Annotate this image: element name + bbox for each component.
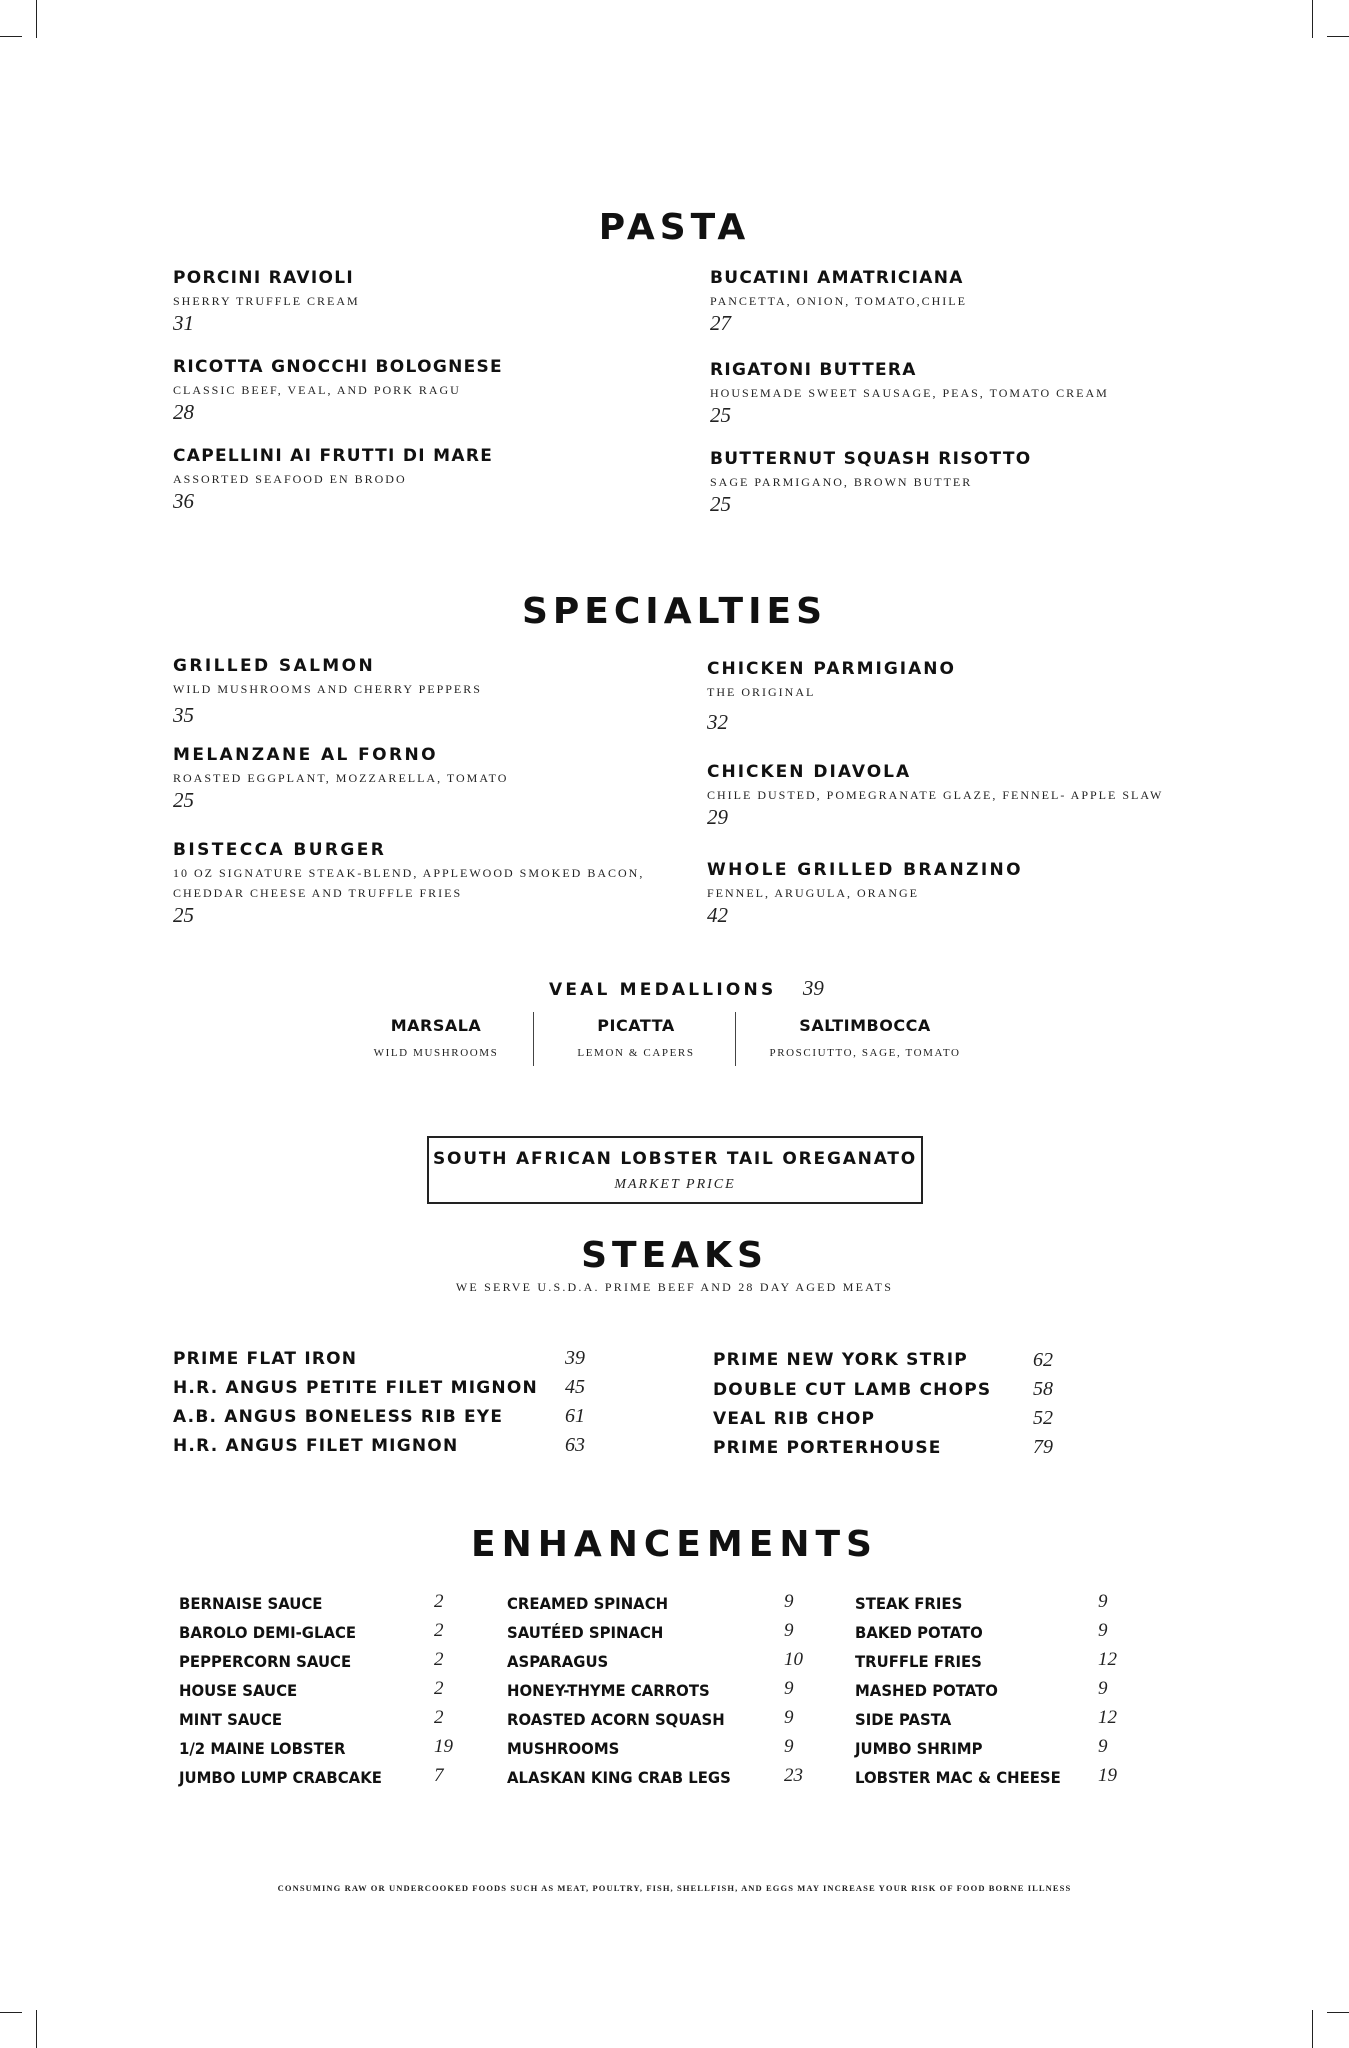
- veal-heading: [549, 976, 824, 1001]
- enhancement-price: 9: [1098, 1620, 1108, 1641]
- item-name: MELANZANE AL FORNO: [173, 745, 438, 765]
- specialty-item: [707, 761, 1163, 829]
- item-desc: CHILE DUSTED, POMEGRANATE GLAZE, FENNEL- APPLE SLAW: [707, 788, 1164, 802]
- steak-price: 62: [1033, 1349, 1053, 1371]
- pasta-item: [710, 267, 967, 335]
- steak-name: DOUBLE CUT LAMB CHOPS: [713, 1380, 992, 1400]
- item-price: 35: [173, 703, 194, 727]
- item-desc: SAGE PARMIGANO, BROWN BUTTER: [710, 475, 973, 489]
- item-desc: WILD MUSHROOMS AND CHERRY PEPPERS: [173, 682, 482, 696]
- food-safety-disclaimer: CONSUMING RAW OR UNDERCOOKED FOODS SUCH AS MEAT, POULTRY, FISH, SHELLFISH, AND EGGS MAY INCREASE YOUR RISK OF FOOD BORNE ILLNESS: [277, 1883, 1072, 1893]
- item-price: 31: [173, 311, 194, 335]
- item-desc: SHERRY TRUFFLE CREAM: [173, 294, 360, 308]
- crop-mark-bottom-left-h: [0, 2012, 22, 2013]
- enhancement-name: MASHED POTATO: [855, 1681, 998, 1700]
- crop-mark-bottom-right-h: [1327, 2012, 1349, 2013]
- veal-divider: [735, 1012, 736, 1066]
- enhancement-name: 1/2 MAINE LOBSTER: [179, 1739, 346, 1758]
- item-desc: 10 OZ SIGNATURE STEAK-BLEND, APPLEWOOD SMOKED BACON, CHEDDAR CHEESE AND TRUFFLE FRIES: [173, 866, 645, 900]
- item-name: RICOTTA GNOCCHI BOLOGNESE: [173, 357, 503, 377]
- enhancement-price: 9: [784, 1591, 794, 1612]
- enhancement-price: 9: [1098, 1591, 1108, 1612]
- veal-price: 39: [802, 976, 824, 1000]
- item-price: 36: [173, 489, 194, 513]
- steak-price: 61: [565, 1405, 585, 1427]
- enhancement-name: ROASTED ACORN SQUASH: [507, 1710, 725, 1729]
- item-desc: ASSORTED SEAFOOD EN BRODO: [173, 472, 407, 486]
- crop-mark-top-right: [1312, 0, 1313, 38]
- item-name: RIGATONI BUTTERA: [710, 360, 917, 380]
- lobster-feature-box: [427, 1136, 923, 1204]
- veal-option: [548, 1016, 724, 1059]
- veal-option-name: MARSALA: [390, 1016, 482, 1035]
- enhancement-name: MUSHROOMS: [507, 1739, 620, 1758]
- steaks-subtitle: WE SERVE U.S.D.A. PRIME BEEF AND 28 DAY AGED MEATS: [455, 1280, 894, 1294]
- enhancement-price: 9: [1098, 1736, 1108, 1757]
- enhancement-price: 2: [434, 1591, 444, 1612]
- item-price: 25: [710, 492, 731, 516]
- specialty-item: [173, 744, 508, 812]
- item-desc: HOUSEMADE SWEET SAUSAGE, PEAS, TOMATO CREAM: [710, 386, 1109, 400]
- enhancement-price: 2: [434, 1707, 444, 1728]
- enhancement-name: SIDE PASTA: [855, 1710, 952, 1729]
- steak-name: VEAL RIB CHOP: [713, 1409, 876, 1429]
- pasta-item: [173, 445, 493, 513]
- item-desc: PANCETTA, ONION, TOMATO,CHILE: [710, 294, 967, 308]
- enhancement-name: ASPARAGUS: [507, 1652, 609, 1671]
- enhancement-name: TRUFFLE FRIES: [855, 1652, 982, 1671]
- enhancement-name: LOBSTER MAC & CHEESE: [855, 1768, 1061, 1787]
- steak-price: 63: [565, 1434, 585, 1456]
- item-price: 27: [710, 311, 731, 335]
- veal-option-desc: LEMON & CAPERS: [577, 1047, 695, 1059]
- item-price: 25: [710, 403, 731, 427]
- item-name: WHOLE GRILLED BRANZINO: [707, 860, 1024, 880]
- enhancement-price: 12: [1098, 1649, 1117, 1670]
- veal-option-desc: WILD MUSHROOMS: [373, 1047, 499, 1059]
- veal-option-desc: PROSCIUTTO, SAGE, TOMATO: [769, 1047, 961, 1059]
- steak-name: H.R. ANGUS FILET MIGNON: [173, 1436, 459, 1456]
- enhancement-name: MINT SAUCE: [179, 1710, 283, 1729]
- item-name: BUCATINI AMATRICIANA: [710, 268, 964, 288]
- steak-price: 58: [1033, 1378, 1053, 1400]
- enhancement-price: 12: [1098, 1707, 1117, 1728]
- enhancement-price: 9: [784, 1620, 794, 1641]
- specialty-item: [707, 859, 1023, 927]
- item-price: 28: [173, 400, 194, 424]
- steak-price: 45: [565, 1376, 585, 1398]
- steak-name: H.R. ANGUS PETITE FILET MIGNON: [173, 1378, 538, 1398]
- item-name: PORCINI RAVIOLI: [173, 268, 354, 288]
- enhancement-price: 9: [784, 1707, 794, 1728]
- enhancement-name: BERNAISE SAUCE: [179, 1594, 323, 1613]
- enhancement-price: 2: [434, 1678, 444, 1699]
- enhancement-price: 19: [1098, 1765, 1117, 1786]
- pasta-item: [173, 356, 503, 424]
- lobster-name: SOUTH AFRICAN LOBSTER TAIL OREGANATO: [433, 1149, 917, 1169]
- item-price: 25: [173, 788, 194, 812]
- item-name: GRILLED SALMON: [173, 656, 376, 676]
- item-name: CHICKEN PARMIGIANO: [707, 659, 956, 679]
- steaks-title: STEAKS: [581, 1235, 768, 1276]
- specialty-item: [173, 655, 482, 727]
- enhancement-price: 9: [1098, 1678, 1108, 1699]
- enhancement-name: PEPPERCORN SAUCE: [179, 1652, 352, 1671]
- specialty-item: [173, 839, 673, 927]
- enhancement-name: SAUTÉED SPINACH: [507, 1623, 664, 1642]
- item-name: BUTTERNUT SQUASH RISOTTO: [710, 449, 1032, 469]
- enhancement-price: 10: [784, 1649, 803, 1670]
- crop-mark-bottom-right: [1312, 2010, 1313, 2048]
- veal-option-name: SALTIMBOCCA: [799, 1016, 931, 1035]
- enhancement-name: HONEY-THYME CARROTS: [507, 1681, 710, 1700]
- pasta-item: [710, 359, 1109, 427]
- specialties-title: SPECIALTIES: [521, 591, 828, 632]
- item-desc: ROASTED EGGPLANT, MOZZARELLA, TOMATO: [173, 771, 509, 785]
- item-price: 29: [707, 805, 728, 829]
- steak-name: A.B. ANGUS BONELESS RIB EYE: [173, 1407, 504, 1427]
- enhancements-title: ENHANCEMENTS: [471, 1524, 878, 1565]
- veal-option-name: PICATTA: [597, 1016, 675, 1035]
- crop-mark-top-left-h: [0, 36, 22, 37]
- crop-mark-top-right-h: [1327, 36, 1349, 37]
- enhancement-name: ALASKAN KING CRAB LEGS: [507, 1768, 731, 1787]
- lobster-price: MARKET PRICE: [614, 1177, 736, 1192]
- enhancement-name: JUMBO SHRIMP: [855, 1739, 983, 1758]
- item-name: BISTECCA BURGER: [173, 840, 387, 860]
- specialty-item: [707, 658, 956, 734]
- steak-price: 79: [1033, 1436, 1053, 1458]
- pasta-title: PASTA: [598, 207, 751, 248]
- pasta-item: [710, 448, 1031, 516]
- enhancement-name: BAKED POTATO: [855, 1623, 983, 1642]
- enhancement-name: STEAK FRIES: [855, 1594, 963, 1613]
- enhancement-price: 9: [784, 1736, 794, 1757]
- enhancement-price: 2: [434, 1649, 444, 1670]
- item-price: 25: [173, 903, 194, 927]
- enhancement-price: 19: [434, 1736, 453, 1757]
- enhancement-name: HOUSE SAUCE: [179, 1681, 298, 1700]
- pasta-item: [173, 267, 360, 335]
- steak-price: 39: [565, 1347, 585, 1369]
- item-price: 42: [707, 903, 728, 927]
- enhancement-name: CREAMED SPINACH: [507, 1594, 669, 1613]
- veal-option: [752, 1016, 978, 1059]
- enhancement-name: BAROLO DEMI-GLACE: [179, 1623, 357, 1642]
- item-name: CAPELLINI AI FRUTTI DI MARE: [173, 446, 494, 466]
- enhancement-price: 9: [784, 1678, 794, 1699]
- steak-name: PRIME FLAT IRON: [173, 1349, 358, 1369]
- item-desc: CLASSIC BEEF, VEAL, AND PORK RAGU: [173, 383, 461, 397]
- crop-mark-bottom-left: [36, 2010, 37, 2048]
- steak-name: PRIME PORTERHOUSE: [713, 1438, 942, 1458]
- crop-mark-top-left: [36, 0, 37, 38]
- veal-divider: [533, 1012, 534, 1066]
- item-price: 32: [707, 710, 728, 734]
- item-desc: THE ORIGINAL: [707, 685, 816, 699]
- veal-title: VEAL MEDALLIONS: [549, 980, 777, 1000]
- item-desc: FENNEL, ARUGULA, ORANGE: [707, 886, 919, 900]
- veal-option: [348, 1016, 524, 1059]
- enhancement-price: 7: [434, 1765, 444, 1786]
- item-name: CHICKEN DIAVOLA: [707, 762, 912, 782]
- enhancement-price: 23: [784, 1765, 803, 1786]
- enhancement-price: 2: [434, 1620, 444, 1641]
- steak-price: 52: [1033, 1407, 1053, 1429]
- steak-name: PRIME NEW YORK STRIP: [713, 1350, 968, 1370]
- enhancement-name: JUMBO LUMP CRABCAKE: [179, 1768, 382, 1787]
